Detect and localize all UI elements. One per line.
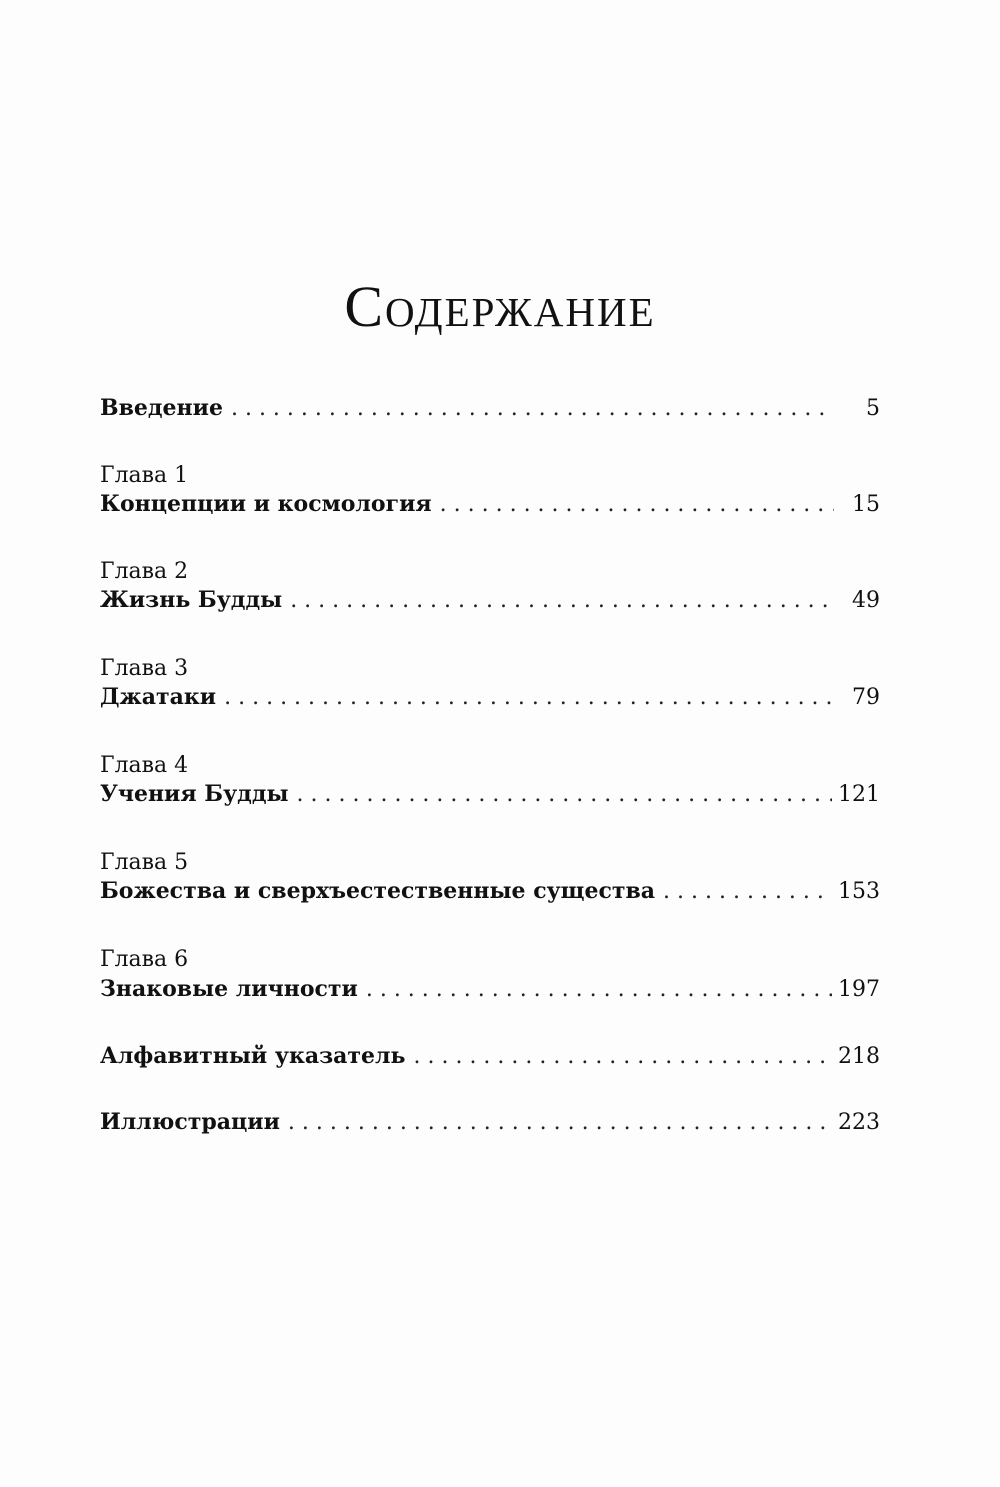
toc-entry-page: 79	[852, 685, 880, 710]
page-title: Содержание	[344, 274, 656, 339]
toc-entry-page: 153	[838, 879, 880, 904]
toc-entry-title: Введение	[100, 395, 223, 421]
chapter-label: Глава 5	[100, 850, 189, 875]
dot-leader	[231, 395, 834, 423]
dot-leader	[288, 1109, 832, 1137]
toc-entry-page: 218	[838, 1044, 880, 1069]
toc-entry-page: 121	[838, 782, 880, 807]
toc-entry-chapter-2[interactable]	[100, 586, 880, 615]
toc-entry-illustrations[interactable]	[100, 1108, 880, 1137]
dot-leader	[663, 878, 832, 906]
toc-entry-title: Учения Будды	[100, 781, 289, 807]
toc-entry-title: Концепции и космология	[100, 491, 432, 517]
dot-leader	[224, 684, 834, 712]
toc-entry-title: Жизнь Будды	[100, 587, 283, 613]
toc-entry-page: 15	[852, 492, 880, 517]
toc-entry-chapter-4[interactable]	[100, 780, 880, 809]
toc-entry-page: 49	[852, 588, 880, 613]
toc-entry-page: 197	[838, 977, 880, 1002]
chapter-label: Глава 1	[100, 463, 189, 488]
toc-entry-title: Джатаки	[100, 684, 217, 710]
toc-entry-title: Знаковые личности	[100, 976, 358, 1002]
table-of-contents	[100, 0, 880, 1487]
dot-leader	[366, 976, 832, 1004]
dot-leader	[440, 491, 834, 519]
toc-entry-chapter-3[interactable]	[100, 683, 880, 712]
chapter-label: Глава 6	[100, 947, 189, 972]
toc-entry-chapter-6[interactable]	[100, 975, 880, 1004]
toc-entry-page: 5	[866, 396, 880, 421]
toc-entry-page: 223	[838, 1110, 880, 1135]
dot-leader	[297, 781, 832, 809]
dot-leader	[414, 1043, 833, 1071]
toc-entry-title: Иллюстрации	[100, 1109, 280, 1135]
toc-entry-chapter-1[interactable]	[100, 490, 880, 519]
dot-leader	[290, 587, 834, 615]
toc-entry-introduction[interactable]	[100, 394, 880, 423]
toc-entry-title: Божества и сверхъестественные существа	[100, 878, 656, 904]
toc-entry-index[interactable]	[100, 1042, 880, 1071]
toc-entry-chapter-5[interactable]	[100, 877, 880, 906]
chapter-label: Глава 4	[100, 753, 189, 778]
toc-entry-title: Алфавитный указатель	[100, 1043, 406, 1069]
chapter-label: Глава 3	[100, 656, 189, 681]
chapter-label: Глава 2	[100, 559, 189, 584]
